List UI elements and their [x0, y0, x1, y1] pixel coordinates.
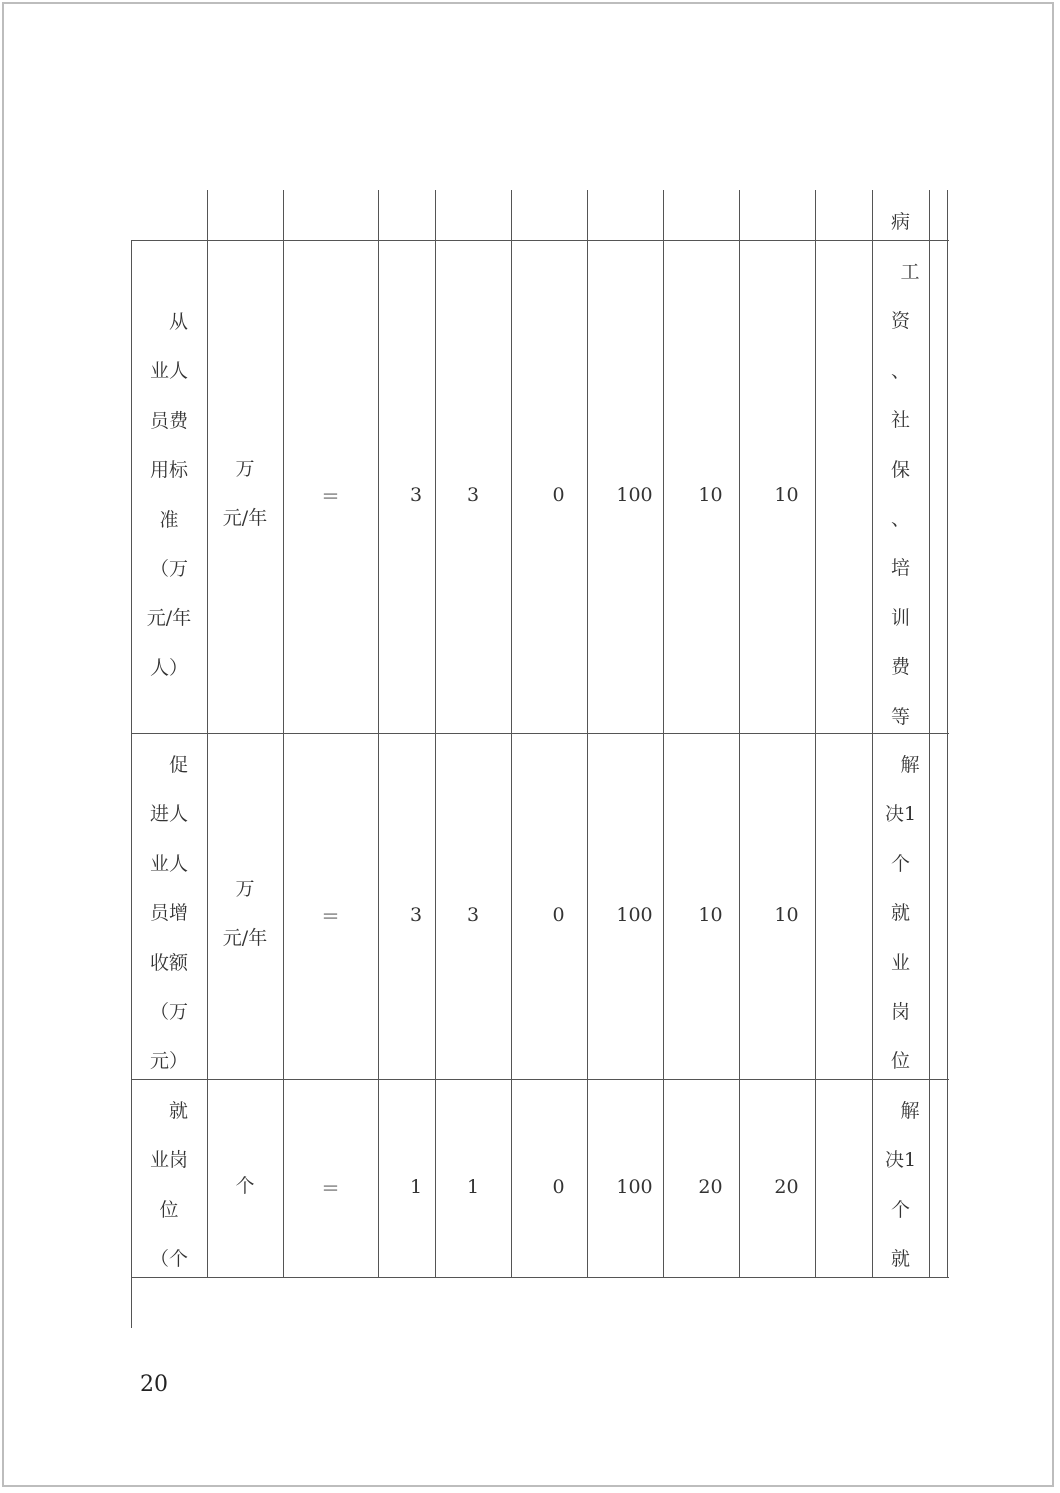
value-cell: 20 [774, 1176, 799, 1198]
row-divider [131, 733, 949, 734]
remark-line: 位 [890, 1050, 910, 1073]
value-cell: 10 [774, 484, 799, 506]
table-divider [815, 190, 816, 1278]
table-border [947, 190, 948, 1278]
indicator-line: 位 [159, 1198, 179, 1221]
table-border [131, 1277, 949, 1278]
indicator-line: 进人 [149, 803, 188, 826]
unit-line: 元/年 [222, 927, 268, 950]
value-cell: 10 [774, 904, 799, 926]
remark-line: 费 [890, 656, 910, 679]
indicator-line: 元） [149, 1050, 188, 1073]
remark-cell [872, 248, 929, 742]
unit-line: 万 [235, 878, 255, 900]
indicator-line: 就 [149, 1100, 188, 1122]
remark-line: 、 [890, 359, 910, 382]
indicator-line: 员增 [149, 902, 188, 925]
indicator-line: 收额 [149, 951, 188, 974]
unit-cell [207, 865, 283, 964]
table-divider [511, 190, 512, 1278]
value-cell: 0 [552, 904, 565, 926]
indicator-line: （个 [149, 1248, 188, 1271]
value-cell: 1 [466, 1176, 480, 1198]
indicator-line: 人） [149, 656, 188, 679]
remark-line: 岗 [890, 1001, 910, 1024]
remark-cell [872, 1087, 929, 1285]
remark-line: 业 [890, 951, 910, 974]
operator-cell: ＝ [320, 485, 340, 508]
unit-line: 元/年 [222, 507, 268, 530]
row-divider [131, 1079, 949, 1080]
remark-line: 决1 [884, 803, 917, 826]
value-cell: 20 [698, 1176, 723, 1198]
value-cell: 3 [409, 484, 423, 506]
value-cell: 10 [698, 484, 723, 506]
table-divider [739, 190, 740, 1278]
indicator-name [131, 298, 207, 693]
indicator-name [131, 741, 207, 1087]
remark-line: 决1 [884, 1149, 917, 1172]
indicator-line: 员费 [149, 409, 188, 432]
remark-line: 个 [890, 1198, 910, 1221]
indicator-line: （万 [149, 558, 188, 581]
remark-line: 就 [890, 902, 910, 925]
remark-line: 、 [890, 508, 910, 531]
table-divider [587, 190, 588, 1278]
indicator-name [131, 1087, 207, 1285]
value-cell: 100 [616, 1176, 653, 1198]
value-cell: 3 [409, 904, 423, 926]
indicator-line: 业岗 [149, 1149, 188, 1172]
operator-cell: ＝ [320, 905, 340, 928]
value-cell: 100 [616, 484, 653, 506]
remark-text: 病 [890, 211, 910, 233]
operator-cell: ＝ [320, 1177, 340, 1200]
unit-cell [207, 1162, 283, 1211]
remark-line: 资 [890, 310, 910, 333]
table-divider [283, 190, 284, 1278]
indicator-line: 业人 [149, 852, 188, 875]
remark-line: 解 [881, 1100, 920, 1122]
indicator-line: 准 [159, 508, 179, 531]
indicator-line: （万 [149, 1001, 188, 1024]
row-divider [131, 240, 949, 241]
remark-line: 就 [890, 1248, 910, 1271]
remark-line: 个 [890, 852, 910, 875]
remark-line: 解 [881, 754, 920, 776]
remark-line: 社 [890, 409, 910, 432]
value-cell: 1 [409, 1176, 423, 1198]
value-cell: 10 [698, 904, 723, 926]
performance-table [131, 190, 949, 1278]
remark-line: 培 [890, 557, 910, 580]
top-row-remark [872, 198, 929, 247]
indicator-line: 从 [149, 311, 188, 333]
value-cell: 0 [552, 1176, 565, 1198]
table-divider [663, 190, 664, 1278]
remark-line: 保 [890, 458, 910, 481]
unit-line: 万 [235, 458, 255, 480]
table-divider [378, 190, 379, 1278]
indicator-line: 用标 [149, 459, 188, 482]
value-cell: 0 [552, 484, 565, 506]
remark-cell [872, 741, 929, 1087]
page-number: 20 [140, 1372, 168, 1397]
indicator-line: 元/年 [146, 607, 192, 630]
table-divider [929, 190, 930, 1278]
value-cell: 3 [466, 904, 480, 926]
indicator-line: 促 [149, 754, 188, 776]
value-cell: 100 [616, 904, 653, 926]
remark-line: 等 [890, 705, 910, 728]
value-cell: 3 [466, 484, 480, 506]
unit-line: 个 [235, 1175, 255, 1197]
unit-cell [207, 445, 283, 544]
table-divider [207, 190, 208, 1278]
remark-line: 训 [890, 606, 910, 629]
table-divider [435, 190, 436, 1278]
remark-line: 工 [881, 261, 920, 283]
indicator-line: 业人 [149, 360, 188, 383]
